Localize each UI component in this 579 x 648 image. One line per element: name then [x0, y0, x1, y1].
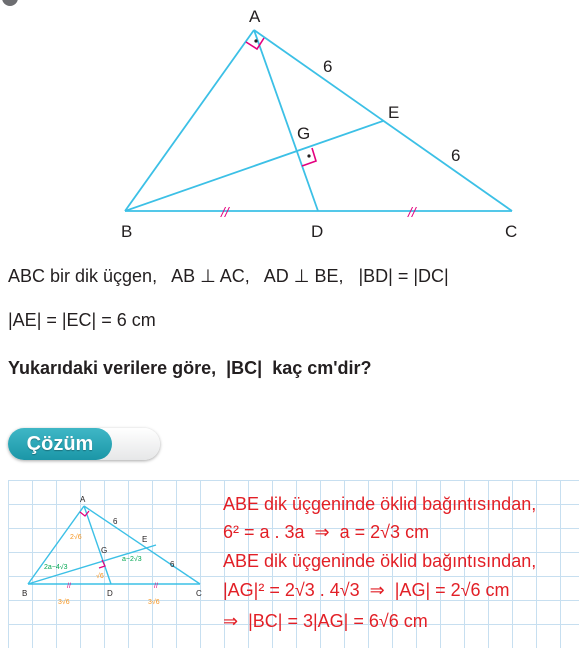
solution-line-1: ABE dik üçgeninde öklid bağıntısından, — [223, 494, 537, 514]
sol-label-ge: a−2√3 — [122, 556, 142, 563]
tick-dc: // — [408, 204, 416, 220]
sol-vertex-e: E — [142, 535, 148, 544]
sol-label-dc: 3√6 — [148, 599, 160, 606]
sol-vertex-a: A — [80, 495, 86, 504]
vertex-e-label: E — [388, 103, 400, 122]
solution-line-2: 6² = a . 3a ⇒ a = 2√3 cm — [223, 522, 430, 542]
sol-vertex-c: C — [196, 589, 202, 598]
vertex-b-label: B — [121, 222, 133, 241]
sol-tick-dc: // — [154, 583, 158, 590]
sol-vertex-g: G — [101, 546, 108, 555]
sol-six-ec: 6 — [170, 560, 175, 569]
length-ae-label: 6 — [323, 57, 333, 76]
sol-label-bd: 3√6 — [58, 599, 70, 606]
question-text: Yukarıdaki verilere göre, |BC| kaç cm'dir? — [8, 358, 372, 378]
given-line-2: |AE| = |EC| = 6 cm — [8, 310, 156, 330]
sol-label-bg: 2a−4√3 — [44, 564, 68, 571]
segment-be — [125, 121, 383, 211]
solution-figure — [10, 492, 225, 612]
vertex-a-label: A — [249, 7, 261, 26]
vertex-g-label: G — [297, 124, 311, 143]
sol-vertex-b: B — [22, 589, 28, 598]
vertex-d-label: D — [311, 222, 324, 241]
solution-line-4: |AG|² = 2√3 . 4√3 ⇒ |AG| = 2√6 cm — [223, 580, 510, 600]
solution-line-5: ⇒ |BC| = 3|AG| = 6√6 cm — [223, 611, 428, 631]
sol-label-ag: 2√6 — [70, 534, 82, 541]
solution-line-3: ABE dik üçgeninde öklid bağıntısından, — [223, 551, 537, 571]
sol-vertex-d: D — [107, 589, 113, 598]
solution-badge-label: Çözüm — [8, 428, 112, 460]
length-ec-label: 6 — [451, 146, 461, 165]
side-ab — [125, 30, 254, 211]
sol-label-gd: √6 — [96, 573, 104, 580]
given-line-1: ABC bir dik üçgen, AB ⊥ AC, AD ⊥ BE, |BD| = |DC| — [8, 266, 449, 286]
tick-bd: // — [221, 204, 229, 220]
sol-tick-bd: // — [67, 583, 71, 590]
solution-badge — [8, 428, 160, 460]
triangle-figure — [0, 0, 579, 250]
right-angle-a — [246, 38, 264, 49]
vertex-c-label: C — [505, 222, 518, 241]
side-ac — [254, 30, 512, 211]
segment-ad — [254, 30, 318, 211]
sol-six-ae: 6 — [113, 517, 118, 526]
